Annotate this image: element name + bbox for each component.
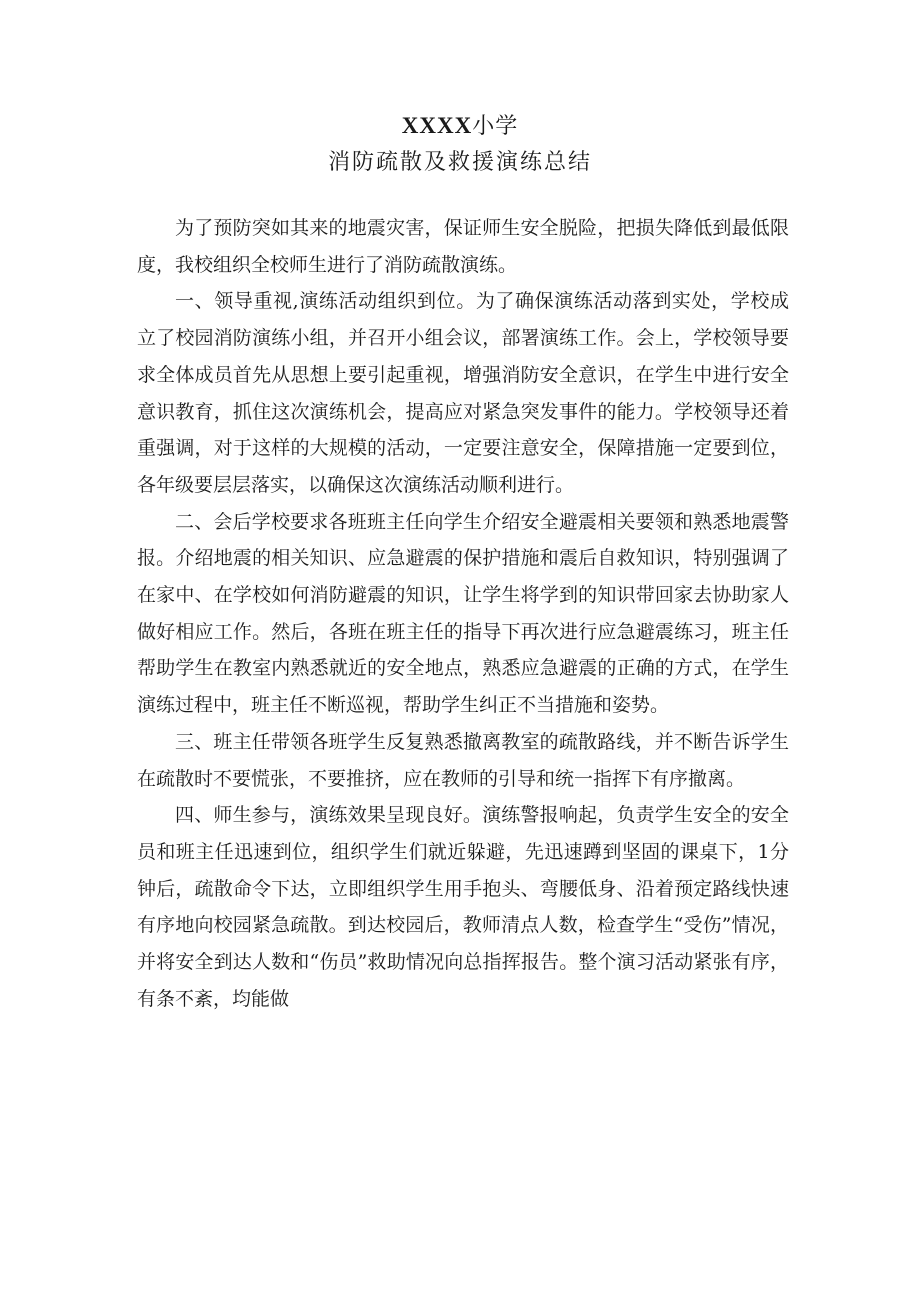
school-name-latin: XXXX — [401, 113, 473, 138]
section-one-paragraph: 一、领导重视,演练活动组织到位。为了确保演练活动落到实处，学校成立了校园消防演练小组，并召开小组会议，部署演练工作。会上，学校领导要求全体成员首先从思想上要引起重视，增强消防安全意识，在学生中进行安全意识教育，抓住这次演练机会，提高应对紧急突发事件的能力。学校领导还着重强调，对于这样的大规模的活动，一定要注意安全，保障措施一定要到位，各年级要层层落实，以确保这次演练活动顺利进行。 — [137, 290, 789, 496]
school-name-suffix: 小学 — [472, 114, 519, 139]
document-title-school — [0, 108, 920, 145]
section-four-paragraph: 四、师生参与，演练效果呈现良好。演练警报响起，负责学生安全的安全员和班主任迅速到位，组织学生们就近躲避，先迅速蹲到坚固的课桌下，1分钟后，疏散命令下达，立即组织学生用手抱头、弯腰低身、沿着预定路线快速有序地向校园紧急疏散。到达校园后，教师清点人数，检查学生“受伤”情况，并将安全到达人数和“伤员”救助情况向总指挥报告。整个演习活动紧张有序，有条不紊，均能做 — [137, 804, 789, 1010]
document-body — [137, 210, 789, 1017]
document-subtitle: 消防疏散及救援演练总结 — [327, 150, 592, 175]
intro-paragraph: 为了预防突如其来的地震灾害，保证师生安全脱险，把损失降低到最低限度，我校组织全校师生进行了消防疏散演练。 — [137, 217, 789, 276]
section-two-paragraph: 二、会后学校要求各班班主任向学生介绍安全避震相关要领和熟悉地震警报。介绍地震的相关知识、应急避震的保护措施和震后自救知识，特别强调了在家中、在学校如何消防避震的知识，让学生将学到的知识带回家去协助家人做好相应工作。然后，各班在班主任的指导下再次进行应急避震练习，班主任帮助学生在教室内熟悉就近的安全地点，熟悉应急避震的正确的方式，在学生演练过程中，班主任不断巡视，帮助学生纠正不当措施和姿势。 — [137, 510, 789, 717]
title-block — [0, 108, 920, 181]
section-three-paragraph: 三、班主任带领各班学生反复熟悉撤离教室的疏散路线，并不断告诉学生在疏散时不要慌张，不要推挤，应在教师的引导和统一指挥下有序撤离。 — [137, 730, 789, 790]
